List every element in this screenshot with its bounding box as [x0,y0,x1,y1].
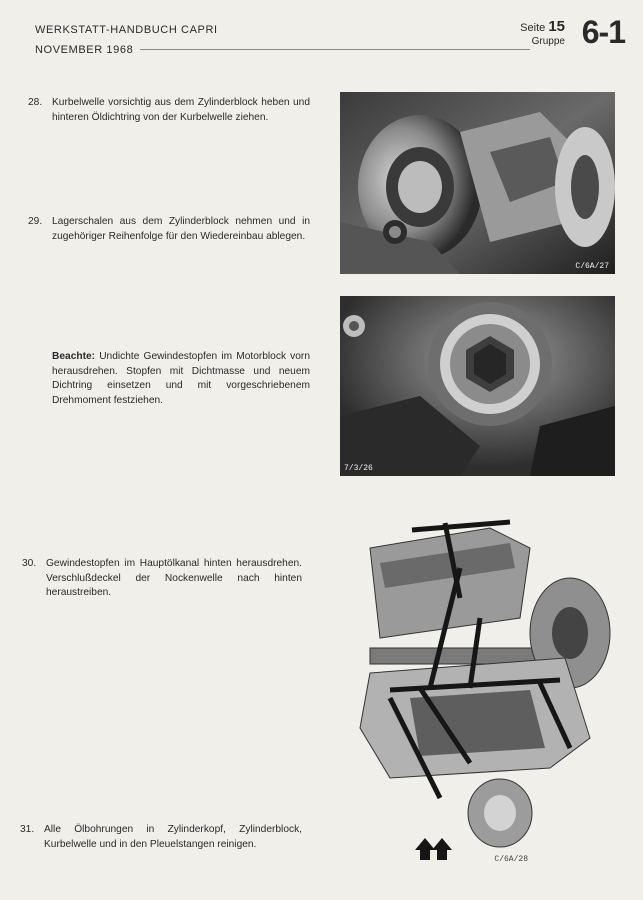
step-30 [22,557,302,601]
step-number: 29. [28,216,43,227]
header-right [485,14,625,54]
header-left [35,20,218,60]
page-number: Seite 15 [520,18,565,35]
figure-caption: C/6A/28 [494,855,528,864]
note-label: Beachte: [52,351,96,362]
step-29 [28,215,310,244]
manual-title: WERKSTATT-HANDBUCH CAPRI [35,24,218,36]
step-text: Kurbelwelle vorsichtig aus dem Zylinderblock heben und hinteren Öldichtring von der Kurbelwelle ziehen. [52,97,310,123]
note-beachte [52,350,310,408]
step-number: 28. [28,97,43,108]
step-number: 30. [22,558,37,569]
step-number: 31. [20,824,35,835]
chapter-number: 6-1 [581,14,625,50]
figure-caption: C/6A/27 [575,262,609,271]
step-28 [28,96,310,125]
manual-date: NOVEMBER 1968 [35,44,134,56]
figure-caption: 7/3/26 [344,464,373,473]
header-rule [140,49,530,50]
step-31 [20,823,302,852]
figure-plug-photo [340,296,615,476]
step-text: Gewindestopfen im Hauptölkanal hinten herausdrehen. Verschlußdeckel der Nockenwelle nach hinten heraustreiben. [46,558,302,598]
group-label: Gruppe [531,36,565,47]
note-text: Undichte Gewindestopfen im Motorblock vorn herausdrehen. Stopfen mit Dichtmasse und neuem Dichtring einsetzen und mit vorgeschriebenem Drehmoment festziehen. [52,351,310,406]
step-text: Alle Ölbohrungen in Zylinderkopf, Zylinderblock, Kurbelwelle und in den Pleuelstangen reinigen. [44,824,302,850]
figure-engine-drawing [350,508,620,868]
figure-crankshaft-photo [340,92,615,274]
step-text: Lagerschalen aus dem Zylinderblock nehmen und in zugehöriger Reihenfolge für den Wiedereinbau ablegen. [52,216,310,242]
